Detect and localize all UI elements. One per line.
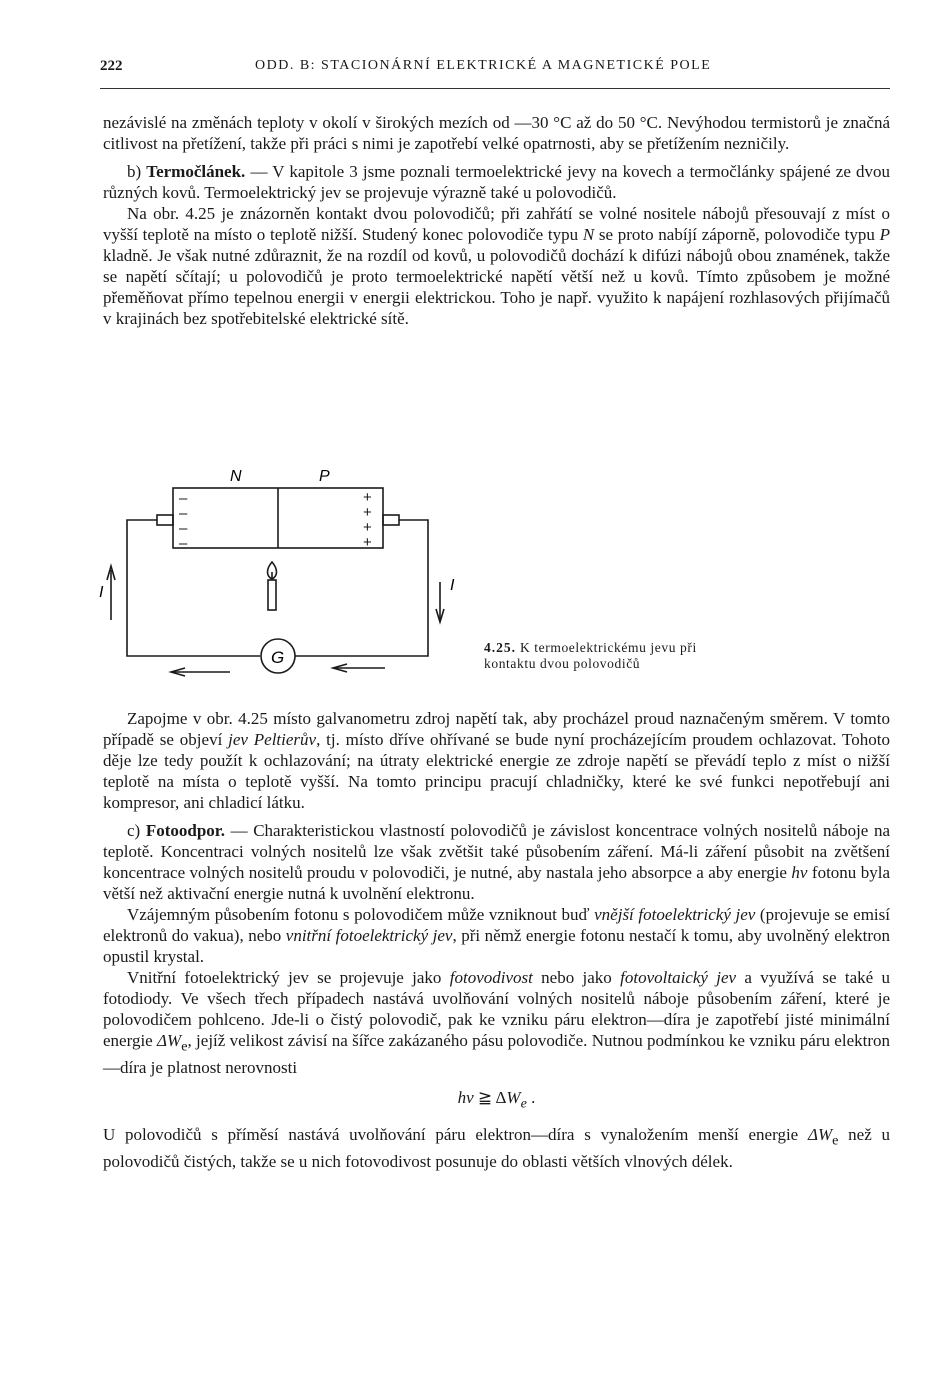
paragraph-thermocouple: b) Termočlánek. — V kapitole 3 jsme poznali termoelektrické jevy na kovech a termočlánky spájené ze dvou různých kovů. Termoelektrický jev se projevuje výrazně také u polovodičů. xyxy=(103,162,890,202)
paragraph-doped: U polovodičů s příměsí nastává uvolňování páru elektron—díra s vynaložením menší energie $\Delta W_e$ než u polovodičů čistých, takže se u nich fotovodivost posunuje do oblasti větších vlnových délek. xyxy=(103,1124,891,1172)
label-galvanometer: G xyxy=(271,648,285,667)
paragraph-photoresistor: c) Fotoodpor. — Charakteristickou vlastností polovodičů je závislost koncentrace volných nositelů náboje na teplotě. Koncentraci volných nositelů lze však zvětšit také působením záření. Má-li záření působit na zvětšení koncentrace volných nositelů proudu v polovodiči, je nutné, aby nastala jeho absorpce a aby energie hν fotonu byla větší než aktivační energie nutná k uvolnění elektronu. xyxy=(103,821,890,903)
plus-sign: + xyxy=(363,534,372,551)
text-block-bottom xyxy=(103,708,890,1172)
label-n: N xyxy=(230,468,242,485)
paragraph-internal-effect: Vnitřní fotoelektrický jev se projevuje jako fotovodivost nebo jako fotovoltaický jev a využívá se také u fotodiody. Ve všech třech případech nastává uvolňování volných nositelů náboje působením záření, které je polovodičem pohlceno. Jde-li o čistý polovodič, pak ke vzniku páru elektron—díra je zapotřebí jisté minimální energie $\Delta W_e$, jejíž velikost závisí na šířce zakázaného pásu polovodiče. Nutnou podmínkou ke vzniku páru elektron—díra je platnost nerovnosti xyxy=(103,968,891,1078)
page-number: 222 xyxy=(100,58,123,74)
paragraph-photoelectric: Vzájemným působením fotonu s polovodičem může vzniknout buď vnější fotoelektrický jev (projevuje se emisí elektronů do vakua), nebo vnitřní fotoelektrický jev, při němž energie fotonu nestačí k tomu, aby uvolněný elektron opustil krystal. xyxy=(103,905,890,966)
formula-inequality: hν ≧ $\Delta W_e$ . xyxy=(457,1088,536,1112)
heading-termoclanek: Termočlánek. xyxy=(146,162,246,181)
label-current-right: I xyxy=(450,577,455,594)
caption-number: 4.25. xyxy=(484,640,516,655)
minus-sign: – xyxy=(179,490,188,507)
minus-sign: – xyxy=(179,505,188,522)
wire-left xyxy=(127,520,260,656)
running-title: ODD. B: STACIONÁRNÍ ELEKTRICKÉ A MAGNETICKÉ POLE xyxy=(255,58,712,73)
header-rule xyxy=(100,88,890,89)
candle-body xyxy=(268,580,276,610)
plus-sign: + xyxy=(363,519,372,536)
caption-text: K termoelektrickému jevu při kontaktu dvou polovodičů xyxy=(484,640,697,671)
paragraph-peltier: Zapojme v obr. 4.25 místo galvanometru zdroj napětí tak, aby procházel proud naznačeným směrem. V tomto případě se objeví jev Peltierův, tj. místo dříve ohřívané se bude nyní procházejícím proudem ochlazovat. Tohoto děje lze tedy použít k ochlazování; na útraty elektrické energie ze zdroje napětí se převádí teplo z míst o nižší teplotě na místa o teplotě vyšší. Na tomto principu pracují chladničky, které ke své funkci nepotřebují ani kompresor, ani chladicí látku. xyxy=(103,709,890,812)
minus-sign: – xyxy=(179,520,188,537)
plus-sign: + xyxy=(363,489,372,506)
wire-right xyxy=(295,520,428,656)
page-header xyxy=(100,58,890,82)
label-p: P xyxy=(319,468,330,485)
label-current-left: I xyxy=(99,584,104,601)
plus-sign: + xyxy=(363,504,372,521)
text-block-top xyxy=(103,112,890,329)
figure-caption xyxy=(484,640,744,672)
paragraph-contact: Na obr. 4.25 je znázorněn kontakt dvou polovodičů; při zahřátí se volné nositele nábojů přesouvají z míst o vyšší teplotě na místo o teplotě nižší. Studený konec polovodiče typu N se proto nabíjí záporně, polovodiče typu P kladně. Je však nutné zdůraznit, že na rozdíl od kovů, u polovodičů dochází k difúzi nábojů obou znamének, takže se napětí sčítají; u polovodičů je proto termoelektrické napětí větší než u kovů. Tímto způsobem je možné přeměňovat přímo tepelnou energii v energii elektrickou. Toho je např. využito k napájení rozhlasových přijímačů v krajinách bez spotřebitelské elektrické sítě. xyxy=(103,204,890,328)
heading-fotoodpor: Fotoodpor. xyxy=(145,821,226,840)
figure-thermoelectric-circuit xyxy=(95,462,475,692)
paragraph-thermistor-end: nezávislé na změnách teploty v okolí v širokých mezích od —30 °C až do 50 °C. Nevýhodou termistorů je značná citlivost na přetížení, takže při práci s nimi je zapotřebí velké opatrnosti, aby se přetížením nezničily. xyxy=(103,113,890,153)
minus-sign: – xyxy=(179,535,188,552)
